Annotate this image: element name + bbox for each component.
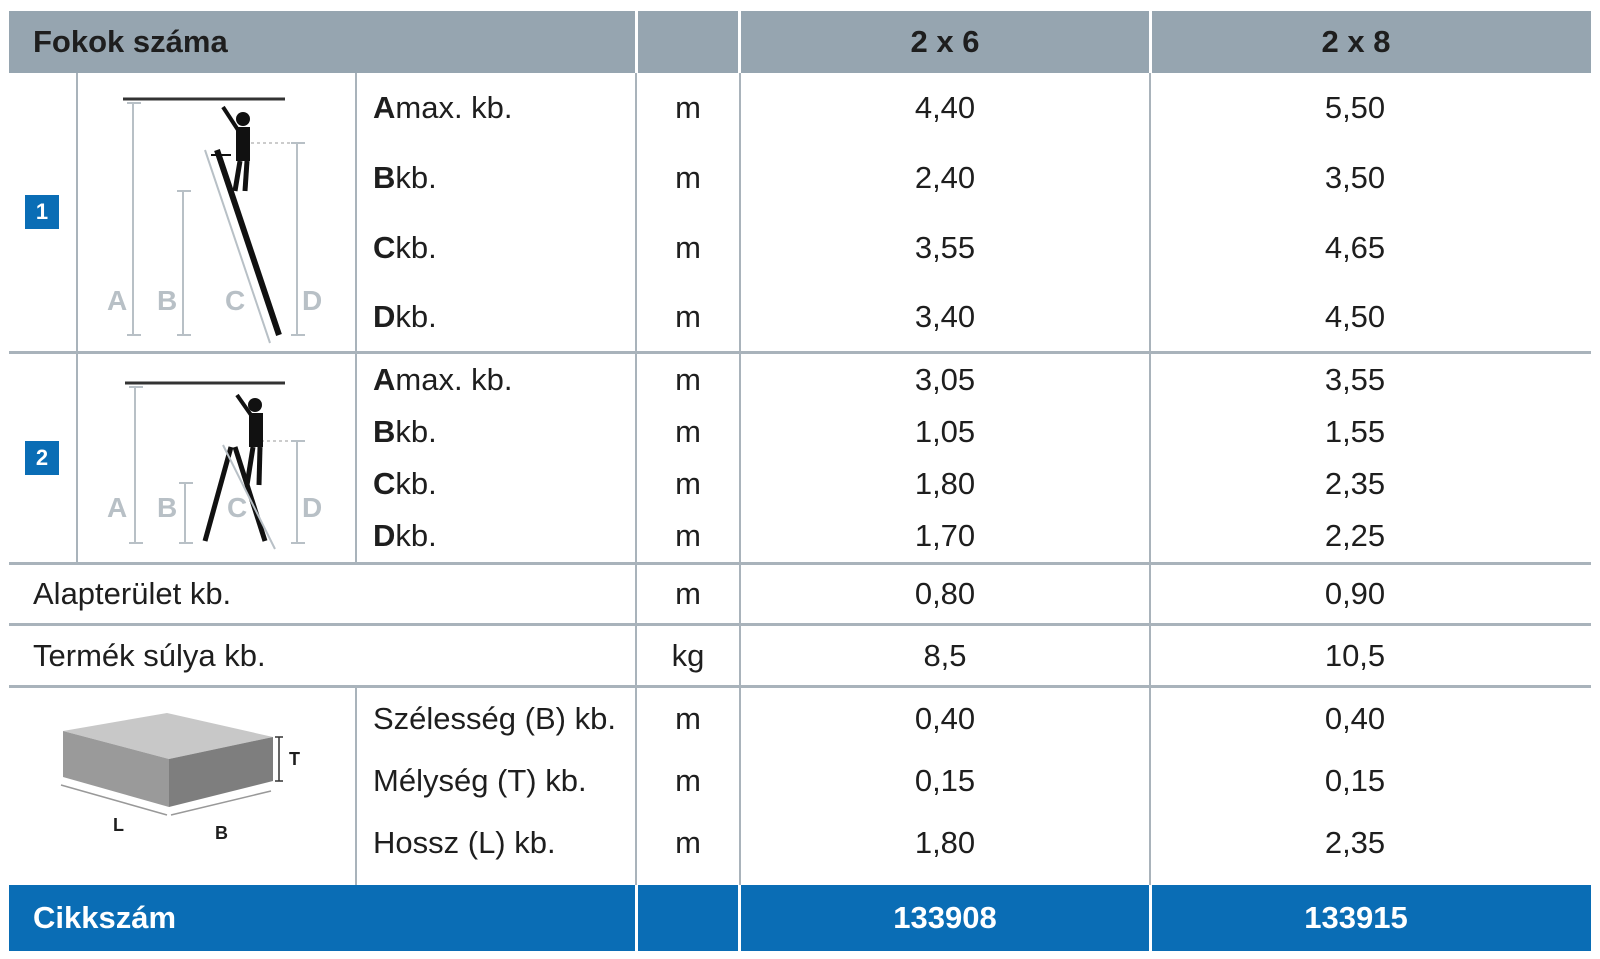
value-2x6: 0,15 <box>914 763 976 798</box>
article-number-2x8: 133915 <box>1304 900 1408 935</box>
diagram-label-a: A <box>107 492 128 523</box>
table-row <box>9 688 1591 750</box>
header-title: Fokok száma <box>33 24 228 59</box>
row-label: Mélység (T) kb. <box>373 763 587 798</box>
row-label: Szélesség (B) kb. <box>373 701 616 736</box>
spec-table <box>9 11 1591 951</box>
row-unit: m <box>675 160 701 195</box>
row-unit: m <box>675 576 701 611</box>
row-unit: m <box>675 763 701 798</box>
header-row <box>9 11 1591 73</box>
table-row <box>9 510 1591 562</box>
value-2x8: 4,50 <box>1324 299 1386 334</box>
header-divider <box>635 11 638 73</box>
value-2x6: 3,55 <box>914 230 976 265</box>
footprint-label: Alapterület kb. <box>33 576 232 611</box>
value-2x6: 0,40 <box>914 701 976 736</box>
value-2x8: 4,65 <box>1324 230 1386 265</box>
value-2x8: 10,5 <box>1324 637 1386 673</box>
value-2x6: 3,05 <box>914 362 976 397</box>
value-2x8: 0,90 <box>1324 576 1386 611</box>
table-row <box>9 73 1591 143</box>
diagram-label-b: B <box>157 492 178 523</box>
row-label: A max. kb. <box>373 362 513 397</box>
row-label: C kb. <box>373 466 437 501</box>
table-row <box>9 812 1591 874</box>
header-divider <box>1149 11 1152 73</box>
value-2x8: 2,25 <box>1324 518 1386 553</box>
footer-divider <box>1149 885 1152 951</box>
diagram-label-d: D <box>302 492 323 523</box>
row-unit: m <box>675 466 701 501</box>
row-unit: m <box>675 414 701 449</box>
row-label: A max. kb. <box>373 90 513 125</box>
article-number-2x6: 133908 <box>893 900 997 935</box>
table-row <box>9 213 1591 283</box>
row-label: B kb. <box>373 414 437 449</box>
table-row <box>9 458 1591 510</box>
package-label-b: B <box>215 823 228 843</box>
row-unit: m <box>675 362 701 397</box>
value-2x8: 1,55 <box>1324 414 1386 449</box>
diagram-label-d: D <box>302 285 323 316</box>
row-label: D kb. <box>373 299 437 334</box>
table-row <box>9 565 1591 623</box>
row-label: B kb. <box>373 160 437 195</box>
value-2x6: 3,40 <box>914 299 976 334</box>
value-2x6: 2,40 <box>914 160 976 195</box>
diagram-label-c: C <box>227 492 248 523</box>
row-unit: m <box>675 299 701 334</box>
value-2x6: 1,80 <box>914 825 976 860</box>
table-row <box>9 406 1591 458</box>
value-2x8: 0,40 <box>1324 701 1386 736</box>
article-number-row <box>9 885 1591 951</box>
footer-divider <box>738 885 741 951</box>
diagram-label-a: A <box>107 285 128 316</box>
value-2x8: 3,50 <box>1324 160 1386 195</box>
value-2x8: 2,35 <box>1324 825 1386 860</box>
row-label: C kb. <box>373 230 437 265</box>
diagram-label-c: C <box>225 285 246 316</box>
value-2x6: 4,40 <box>914 90 976 125</box>
article-number-label: Cikkszám <box>33 900 177 935</box>
value-2x6: 8,5 <box>923 637 967 673</box>
value-2x8: 5,50 <box>1324 90 1386 125</box>
value-2x6: 0,80 <box>914 576 976 611</box>
row-unit: m <box>675 90 701 125</box>
value-2x6: 1,80 <box>914 466 976 501</box>
table-row <box>9 283 1591 351</box>
value-2x8: 0,15 <box>1324 763 1386 798</box>
value-2x6: 1,70 <box>914 518 976 553</box>
row-unit: m <box>675 825 701 860</box>
footer-divider <box>635 885 638 951</box>
package-label-l: L <box>113 815 124 835</box>
header-col-2x6: 2 x 6 <box>910 24 980 59</box>
row-unit: m <box>675 518 701 553</box>
position-badge-1: 1 <box>25 195 59 229</box>
table-row <box>9 750 1591 812</box>
row-unit: m <box>675 701 701 736</box>
value-2x8: 3,55 <box>1324 362 1386 397</box>
diagram-label-b: B <box>157 285 178 316</box>
value-2x6: 1,05 <box>914 414 976 449</box>
package-label-t: T <box>289 749 300 769</box>
row-label: Hossz (L) kb. <box>373 825 556 860</box>
position-badge-2: 2 <box>25 441 59 475</box>
row-label: D kb. <box>373 518 437 553</box>
header-col-2x8: 2 x 8 <box>1321 24 1391 59</box>
header-divider <box>738 11 741 73</box>
table-row <box>9 626 1591 685</box>
row-unit: m <box>675 230 701 265</box>
table-row <box>9 143 1591 213</box>
value-2x8: 2,35 <box>1324 466 1386 501</box>
weight-label: Termék súlya kb. <box>33 637 266 673</box>
row-unit: kg <box>671 637 705 673</box>
table-row <box>9 354 1591 406</box>
